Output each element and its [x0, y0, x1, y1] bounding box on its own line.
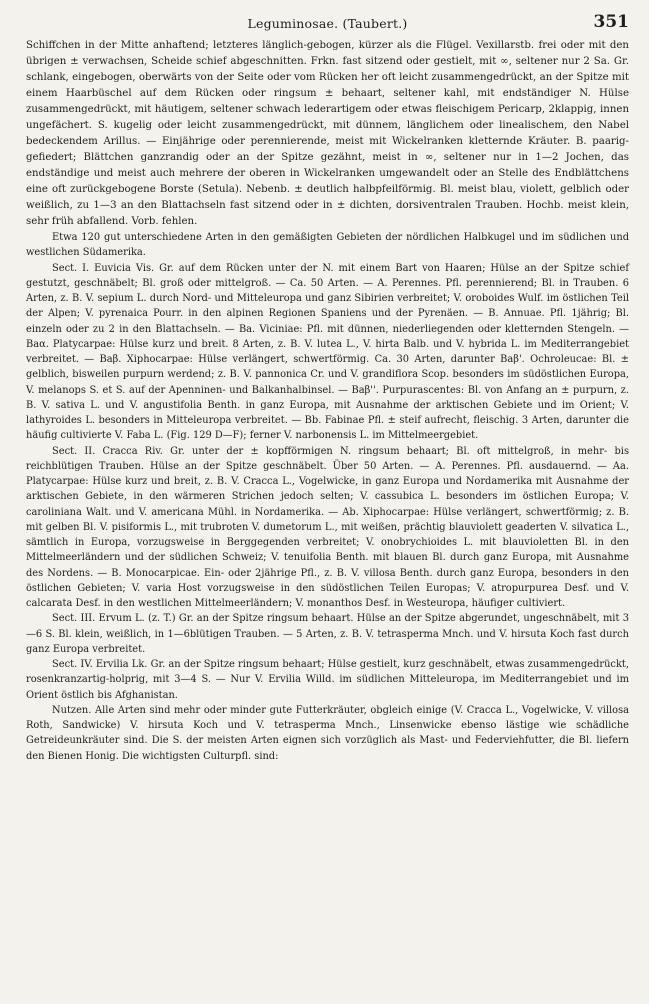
- paragraph-section-euvicia: Sect. I. Euvicia Vis. Gr. auf dem Rücken unter der N. mit einem Bart von Haaren; Hülse an der Spitze schief gestutzt, geschnäbelt; Bl. groß oder mittelgroß. — Ca. 50 Arten. — A. Perennes. Pfl. perennierend; Bl. in Trauben. 6 Arten, z. B. V. sepium L. durch Nord- und Mitteleuropa und ganz Sibirien verbreitet; V. oroboides Wulf. im östlichen Teil der Alpen; V. pyrenaica Pourr. in den alpinen Regionen Spaniens und der Pyrenäen. — B. Annuae. Pfl. 1jährig; Bl. einzeln oder zu 2 in den Blattachseln. — Ba. Viciniae: Pfl. mit dünnen, niederliegenden oder kletternden Stengeln. — Baα. Platycarpae: Hülse kurz und breit. 8 Arten, z. B. V. lutea L., V. hirta Balb. und V. hybrida L. im Mediterrangebiet verbreitet. — Baβ. Xiphocarpae: Hülse verlängert, schwertförmig. Ca. 30 Arten, darunter Baβ'. Ochroleucae: Bl. ± gelblich, bisweilen purpurn werdend; z. B. V. pannonica Cr. und V. grandiflora Scop. besonders im südöstlichen Europa, V. melanops S. et S. auf der Apenninen- und Balkanhalbinsel. — Baβ''. Purpurascentes: Bl. von Anfang an ± purpurn, z. B. V. sativa L. und V. angustifolia Benth. in ganz Europa, mit Ausnahme der arktischen Gebiete und im Orient; V. lathyroides L. besonders in Mitteleuropa verbreitet. — Bb. Fabinae Pfl. ± steif aufrecht, fleischig. 3 Arten, darunter die häufig cultivierte V. Faba L. (Fig. 129 D—F); ferner V. narbonensis L. im Mittelmeergebiet.: [26, 262, 629, 442]
- body-text: [26, 38, 629, 764]
- paragraph-section-cracca: Sect. II. Cracca Riv. Gr. unter der ± kopfförmigen N. ringsum behaart; Bl. oft mittelgroß, in mehr- bis reichblütigen Trauben. Hülse an der Spitze geschnäbelt. Über 50 Arten. — A. Perennes. Pfl. ausdauernd. — Aa. Platycarpae: Hülse kurz und breit, z. B. V. Cracca L., Vogelwicke, in ganz Europa und Nordamerika mit Ausnahme der arktischen Gebiete, in den wärmeren Strichen jedoch selten; V. cassubica L. besonders im östlichen Europa; V. caroliniana Walt. und V. americana Mühl. in Nordamerika. — Ab. Xiphocarpae: Hülse verlängert, schwertförmig; z. B. mit gelben Bl. V. pisiformis L., mit trubroten V. dumetorum L., mit weißen, prächtig blauviolett geaderten V. silvatica L., sämtlich in Europa, vorzugsweise in Berggegenden verbreitet; V. onobrychioides L. mit blauvioletten Bl. in den Mittelmeerländern und der südlichen Schweiz; V. tenuifolia Benth. mit blauen Bl. durch ganz Europa, mit Ausnahme des Nordens. — B. Monocarpicae. Ein- oder 2jährige Pfl., z. B. V. villosa Benth. durch ganz Europa, besonders in den östlichen Gebieten; V. varia Host vorzugsweise in den südöstlichen Teilen Europas; V. atropurpurea Desf. und V. calcarata Desf. in den westlichen Mittelmeerländern; V. monanthos Desf. in Westeuropa, häufiger cultiviert.: [26, 445, 629, 609]
- paragraph-section-ervilia: Sect. IV. Ervilia Lk. Gr. an der Spitze ringsum behaart; Hülse gestielt, kurz geschnäbelt, etwas zusammengedrückt, rosenkranzartig-holprig, mit 3—4 S. — Nur V. Ervilia Willd. im südlichen Mitteleuropa, im Mediterrangebiet und im Orient östlich bis Afghanistan.: [26, 659, 629, 701]
- paragraph-genus-description: Schiffchen in der Mitte anhaftend; letzteres länglich-gebogen, kürzer als die Flügel. Vexillarstb. frei oder mit den übrigen ± verwachsen, Scheide schief abgeschnitten. Frkn. fast sitzend oder gestielt, mit ∞, seltener nur 2 Sa. Gr. schlank, eingebogen, oberwärts von der Seite oder vom Rücken her oft leicht zusammengedrückt, an der Spitze mit einem Haarbüschel auf dem Rücken oder ringsum ± behaart, seltener kahl, mit endständiger N. Hülse zusammengedrückt, mit häutigem, seltener schwach lederartigem oder etwas fleischigem Pericarp, 2klappig, innen ungefächert. S. kugelig oder leicht zusammengedrückt, mit dünnem, länglichem oder linealischem, den Nabel bedeckendem Arillus. — Einjährige oder perennierende, meist mit Wickelranken kletternde Kräuter. B. paarig-gefiedert; Blättchen ganzrandig oder an der Spitze gezähnt, meist in ∞, seltener nur in 1—2 Jochen, das endständige und meist auch mehrere der oberen in Wickelranken umgewandelt oder an Stelle des Endblättchens eine oft zurückgebogene Borste (Setula). Nebenb. ± deutlich halbpfeilförmig. Bl. meist blau, violett, gelblich oder weißlich, zu 1—3 an den Blattachseln fast sitzend oder in ± dichten, dorsiventralen Trauben. Hochb. meist klein, sehr früh abfallend. Vorb. fehlen.: [26, 40, 629, 227]
- paragraph-section-ervum: Sect. III. Ervum L. (z. T.) Gr. an der Spitze ringsum behaart. Hülse an der Spitze abgerundet, ungeschnäbelt, mit 3—6 S. Bl. klein, weißlich, in 1—6blütigen Trauben. — 5 Arten, z. B. V. tetrasperma Mnch. und V. hirsuta Koch fast durch ganz Europa verbreitet.: [26, 613, 629, 655]
- paragraph-distribution: Etwa 120 gut unterschiedene Arten in den gemäßigten Gebieten der nördlichen Halbkugel und im südlichen und westlichen Südamerika.: [26, 232, 629, 259]
- paragraph-nutzen: Nutzen. Alle Arten sind mehr oder minder gute Futterkräuter, obgleich einige (V. Cracca L., Vogelwicke, V. villosa Roth, Sandwicke) V. hirsuta Koch und V. tetrasperma Mnch., Linsenwicke ebenso lästige wie schädliche Getreideunkräuter sind. Die S. der meisten Arten eignen sich vorzüglich als Mast- und Federviehfutter, die Bl. liefern den Bienen Honig. Die wichtigsten Culturpfl. sind:: [26, 704, 629, 762]
- page-header: [26, 12, 629, 38]
- page-number: 351: [593, 12, 629, 32]
- running-title: Leguminosae. (Taubert.): [247, 16, 408, 31]
